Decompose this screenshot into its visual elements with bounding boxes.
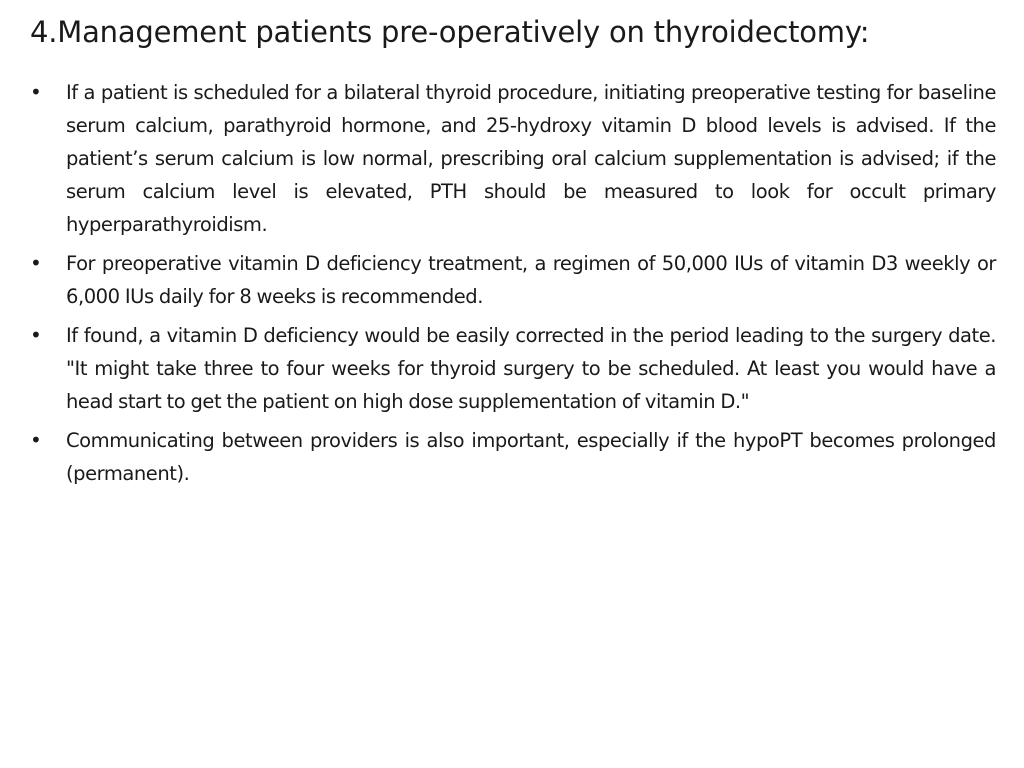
slide-title: 4.Management patients pre-operatively on thyroidectomy: <box>30 15 870 49</box>
bullet-glyph: • <box>30 80 42 104</box>
bullet-text-1: If a patient is scheduled for a bilateral thyroid procedure, initiating preoperative testing for baseline serum calcium, parathyroid hormone, and 25-hydroxy vitamin D blood levels is advised. If the patient’s serum calcium is low normal, prescribing oral calcium supplementation is advised; if the serum calcium level is elevated, PTH should be measured to look for occult primary hyperparathyroidism. <box>66 81 996 236</box>
bullet-text-2: For preoperative vitamin D deficiency treatment, a regimen of 50,000 IUs of vitamin D3 weekly or 6,000 IUs daily for 8 weeks is recommended. <box>66 252 996 308</box>
bullet-item-3 <box>30 319 996 418</box>
bullet-item-4 <box>30 424 996 490</box>
bullet-glyph: • <box>30 428 42 452</box>
bullet-text-3: If found, a vitamin D deficiency would be easily corrected in the period leading to the surgery date. "It might take three to four weeks for thyroid surgery to be scheduled. At least you would have a head start to get the patient on high dose supplementation of vitamin D." <box>66 324 996 413</box>
bullet-item-1 <box>30 76 996 241</box>
bullet-glyph: • <box>30 251 42 275</box>
bullet-text-4: Communicating between providers is also important, especially if the hypoPT becomes prolonged (permanent). <box>66 429 996 485</box>
bullet-glyph: • <box>30 323 42 347</box>
bullet-item-2 <box>30 247 996 313</box>
bullet-list <box>30 76 996 496</box>
